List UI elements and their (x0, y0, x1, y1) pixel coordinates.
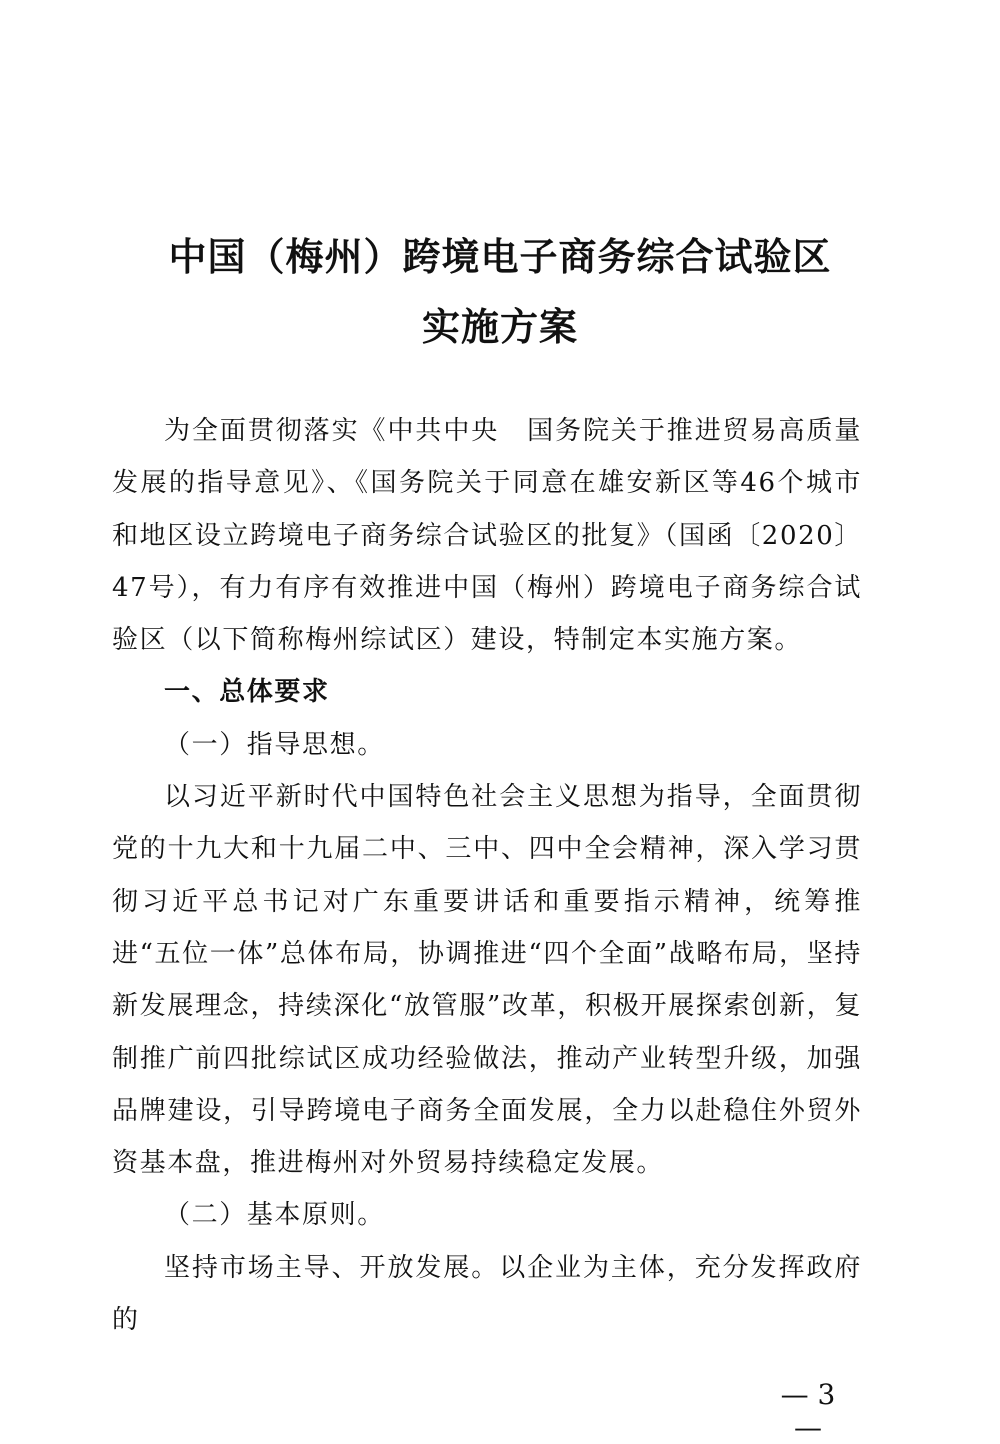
document-title-line-2: 实施方案 (421, 305, 578, 349)
guiding-ideology-paragraph: 以习近平新时代中国特色社会主义思想为指导，全面贯彻党的十九大和十九届二中、三中、四中全会精神，深入学习贯彻习近平总书记对广东重要讲话和重要指示精神，统筹推进“五位一体”总体布局，协调推进“四个全面”战略布局，坚持新发展理念，持续深化“放管服”改革，积极开展探索创新，复制推广前四批综试区成功经验做法，推动产业转型升级，加强品牌建设，引导跨境电子商务全面发展，全力以赴稳住外贸外资基本盘，推进梅州对外贸易持续稳定发展。 (112, 782, 862, 1179)
subsection-heading-guiding-ideology: （一）指导思想。 (164, 729, 385, 760)
basic-principles-paragraph: 坚持市场主导、开放发展。以企业为主体，充分发挥政府的 (112, 1252, 862, 1336)
document-body (112, 405, 862, 1346)
page-number: — 3 — (780, 1378, 836, 1444)
document-title-line-1: 中国（梅州）跨境电子商务综合试验区 (168, 235, 832, 279)
subsection-heading-basic-principles: （二）基本原则。 (164, 1200, 385, 1231)
intro-paragraph: 为全面贯彻落实《中共中央 国务院关于推进贸易高质量发展的指导意见》、《国务院关于同意在雄安新区等46个城市和地区设立跨境电子商务综合试验区的批复》（国函〔2020〕47号），有力有序有效推进中国（梅州）跨境电子商务综合试验区（以下简称梅州综试区）建设，特制定本实施方案。 (112, 416, 862, 656)
section-heading-overall-requirements: 一、总体要求 (164, 677, 330, 708)
